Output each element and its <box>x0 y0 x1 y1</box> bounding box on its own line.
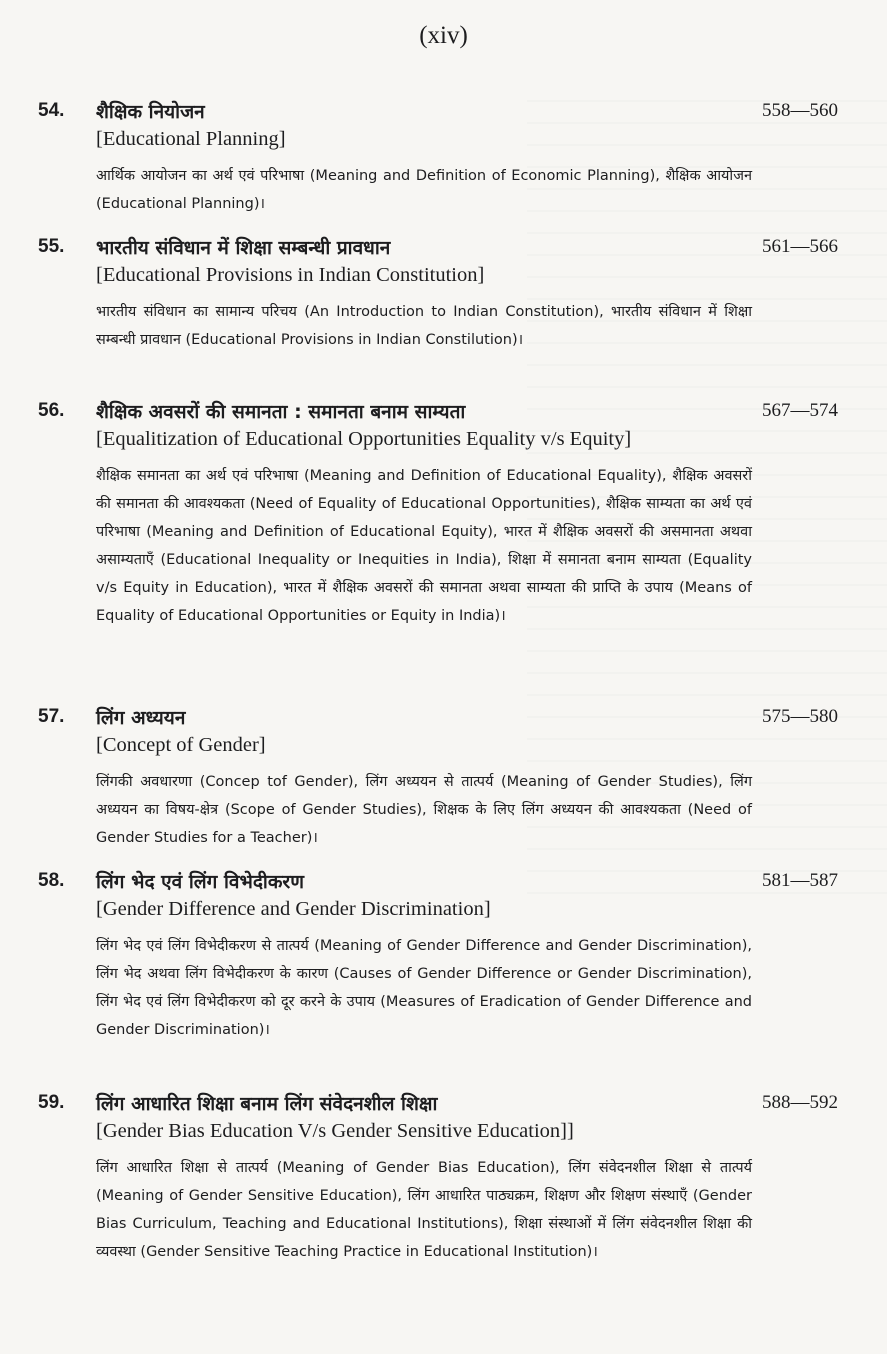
entry-title-english: [Equalitization of Educational Opportunities Equality v/s Equity] <box>96 428 632 450</box>
entry-number: 59. <box>38 1092 65 1113</box>
entry-title-hindi: लिंग अध्ययन <box>96 707 186 729</box>
toc-entry <box>38 100 838 220</box>
entry-description: लिंग आधारित शिक्षा से तात्पर्य (Meaning of Gender Bias Education), लिंग संवेदनशील शिक्षा से तात्पर्य (Meaning of Gender Sensitive Education), लिंग आधारित पाठ्यक्रम, शिक्षण और शिक्षण संस्थाएँ (Gender Bias Curriculum, Teaching and Educational Institutions), शिक्षा संस्थाओं में लिंग संवेदनशील शिक्षा की व्यवस्था (Gender Sensitive Teaching Practice in Educational Institution)। <box>96 1160 752 1260</box>
entry-title-hindi: शैक्षिक अवसरों की समानता : समानता बनाम साम्यता <box>96 401 466 423</box>
entry-page-range: 575—580 <box>762 706 838 727</box>
entry-title-hindi: शैक्षिक नियोजन <box>96 101 205 123</box>
entry-page-range: 561—566 <box>762 236 838 257</box>
entry-number: 58. <box>38 870 65 891</box>
entry-title-hindi: लिंग भेद एवं लिंग विभेदीकरण <box>96 871 304 893</box>
entry-title-english: [Gender Difference and Gender Discrimination] <box>96 898 491 920</box>
entry-title-english: [Educational Planning] <box>96 128 286 150</box>
entry-title-english: [Concept of Gender] <box>96 734 266 756</box>
entry-number: 56. <box>38 400 65 421</box>
entry-description: भारतीय संविधान का सामान्य परिचय (An Introduction to Indian Constitution), भारतीय संविधान में शिक्षा सम्बन्धी प्रावधान (Educational Provisions in Indian Constilution)। <box>96 304 752 348</box>
entry-number: 55. <box>38 236 65 257</box>
entry-description: आर्थिक आयोजन का अर्थ एवं परिभाषा (Meaning and Definition of Economic Planning), शैक्षिक आयोजन (Educational Planning)। <box>96 168 752 212</box>
toc-entry <box>38 1092 838 1302</box>
toc-entry <box>38 706 838 856</box>
entry-page-range: 588—592 <box>762 1092 838 1113</box>
entry-number: 54. <box>38 100 65 121</box>
entry-title-english: [Gender Bias Education V/s Gender Sensitive Education]] <box>96 1120 574 1142</box>
entry-page-range: 558—560 <box>762 100 838 121</box>
page-number: (xiv) <box>419 22 468 49</box>
entry-page-range: 567—574 <box>762 400 838 421</box>
entry-description: लिंगकी अवधारणा (Concep tof Gender), लिंग अध्ययन से तात्पर्य (Meaning of Gender Studies), लिंग अध्ययन का विषय-क्षेत्र (Scope of Gender Studies), शिक्षक के लिए लिंग अध्ययन की आवश्यकता (Need of Gender Studies for a Teacher)। <box>96 774 752 846</box>
entry-title-english: [Educational Provisions in Indian Constitution] <box>96 264 485 286</box>
entry-description: शैक्षिक समानता का अर्थ एवं परिभाषा (Meaning and Definition of Educational Equality), शैक्षिक अवसरों की समानता की आवश्यकता (Need of Equality of Educational Opportunities), शैक्षिक साम्यता का अर्थ एवं परिभाषा (Meaning and Definition of Educational Equity), भारत में शैक्षिक अवसरों की असमानता अथवा असाम्यताएँ (Educational Inequality or Inequities in India), शिक्षा में समानता बनाम साम्यता (Equality v/s Equity in Education), भारत में शैक्षिक अवसरों की समानता अथवा साम्यता की प्राप्ति के उपाय (Means of Equality of Educational Opportunities or Equity in India)। <box>96 468 752 624</box>
entry-title-hindi: भारतीय संविधान में शिक्षा सम्बन्धी प्रावधान <box>96 237 391 259</box>
entry-title-hindi: लिंग आधारित शिक्षा बनाम लिंग संवेदनशील शिक्षा <box>96 1093 438 1115</box>
entry-page-range: 581—587 <box>762 870 838 891</box>
toc-entry <box>38 400 838 690</box>
toc-entry <box>38 870 838 1070</box>
toc-entry <box>38 236 838 386</box>
entry-description: लिंग भेद एवं लिंग विभेदीकरण से तात्पर्य (Meaning of Gender Difference and Gender Discrimination), लिंग भेद अथवा लिंग विभेदीकरण के कारण (Causes of Gender Difference or Gender Discrimination), लिंग भेद एवं लिंग विभेदीकरण को दूर करने के उपाय (Measures of Eradication of Gender Difference and Gender Discrimination)। <box>96 938 752 1038</box>
entry-number: 57. <box>38 706 65 727</box>
